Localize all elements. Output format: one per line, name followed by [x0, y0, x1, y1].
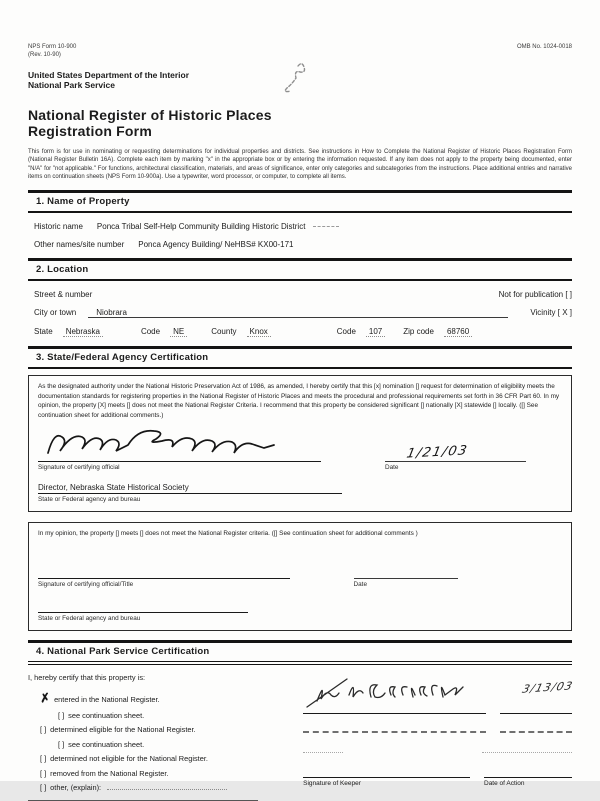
street-label: Street & number: [34, 290, 93, 300]
vicinity-checkbox: [ X ]: [557, 308, 572, 318]
faint-mark-left: [303, 752, 343, 753]
dashed-line-long: [303, 731, 486, 733]
continuation1-checkbox: [ ]: [58, 710, 65, 720]
city-label: City or town: [34, 308, 77, 318]
county-value: Knox: [247, 327, 271, 337]
keeper-signature-line: [303, 713, 486, 714]
vicinity: [530, 308, 572, 317]
form-title-line1: National Register of Historic Places: [28, 106, 272, 123]
certifying-signature-block: [38, 449, 321, 471]
agency-bureau-label: State or Federal agency and bureau: [38, 495, 141, 503]
opinion-statement: In my opinion, the property [] meets [] does not meet the National Register criteria. ([] See continuation sheet for additional comments ): [38, 529, 418, 537]
checklist-item-removed: [40, 769, 289, 779]
certifying-date-block: [385, 443, 526, 471]
opinion-agency-line: [38, 604, 248, 613]
keeper-signature-label: Signature of Keeper: [303, 780, 361, 788]
opinion-date-line: [354, 568, 459, 579]
form-number: NPS Form 10-900: [28, 44, 77, 50]
not-for-publication-checkbox: [ ]: [565, 290, 572, 300]
opinion-signature-block: [38, 566, 290, 588]
not-eligible-label: determined not eligible for the National Register.: [50, 754, 208, 764]
checklist-item-determined-eligible: [40, 725, 289, 735]
keeper-final-line: [303, 769, 470, 778]
faint-mark-right: [482, 752, 572, 753]
date-action-label: Date of Action: [484, 780, 525, 788]
other-label: other, (explain):: [50, 783, 102, 793]
date-action-line: [484, 769, 572, 778]
vicinity-label: Vicinity: [530, 308, 556, 318]
not-for-publication: [499, 290, 572, 299]
nps-certification-body: [28, 673, 575, 801]
opinion-signature-label: Signature of certifying official/Title: [38, 581, 134, 589]
determined-eligible-checkbox: [ ]: [40, 725, 47, 735]
city-row: [34, 308, 572, 318]
keeper-signature: [303, 673, 518, 713]
form-instructions: This form is for use in nominating or requesting determinations for individual properties and districts. See instructions in How to Complete the National Register of Historic Places Registration Form (National Register Bulletin 16A). Complete each item by marking "x" in the appropriate box or by entering the information requested. If any item does not apply to the property being documented, enter "N/A" for "not applicable." For functions, architectural classification, materials, and areas of significance, enter only categories and subcategories from the instructions. Place additional entries and narrative items on continuation sheets (NPS Form 10-900a). Use a typewriter, word processor, or computer, to complete all items.: [28, 149, 572, 180]
checklist-item-continuation1: [58, 711, 289, 721]
blank-dashed-row: [303, 731, 572, 733]
certifying-signature-row: [38, 443, 562, 471]
certifying-date-label: Date: [384, 463, 399, 471]
opinion-signature-row: [38, 566, 562, 588]
other-names-label: Other names/site number: [34, 240, 125, 250]
entered-checkbox-x-mark: ✗: [39, 690, 51, 706]
street-row: [34, 290, 572, 299]
opinion-agency-label: State or Federal agency and bureau: [38, 615, 141, 623]
state-row: [34, 327, 572, 337]
form-number-block: [28, 44, 76, 60]
code2-value: 107: [366, 327, 385, 337]
continuation2-label: see continuation sheet.: [68, 739, 145, 749]
zip-value: 68760: [444, 327, 472, 337]
city-value: Niobrara: [88, 308, 508, 318]
opinion-date-block: [354, 568, 459, 588]
section4-heading: 4. National Park Service Certification: [28, 640, 572, 665]
county-label: County: [211, 327, 237, 337]
removed-label: removed from the National Register.: [50, 768, 169, 778]
faint-marks-row: [303, 752, 572, 753]
opinion-date-label: Date: [353, 581, 368, 589]
scan-artifact: [313, 226, 339, 227]
omb-number: OMB No. 1024-0018: [516, 44, 572, 50]
official-title-row: [38, 483, 342, 503]
agency-title: National Park Service: [28, 80, 115, 91]
date-action-block: [484, 769, 572, 787]
continuation2-checkbox: [ ]: [58, 739, 65, 749]
not-eligible-checkbox: [ ]: [40, 754, 47, 764]
historic-name-value: Ponca Tribal Self-Help Community Building Historic District: [96, 222, 306, 232]
section1-heading: 1. Name of Property: [28, 190, 572, 213]
department-title: United States Department of the Interior: [28, 69, 190, 80]
keeper-labels-row: [303, 769, 572, 787]
historic-name-row: [34, 222, 572, 231]
checklist-item-other: [40, 783, 289, 793]
other-names-row: [34, 240, 572, 249]
section3-heading: 3. State/Federal Agency Certification: [28, 346, 572, 369]
opinion-box: [28, 522, 572, 632]
keeper-date-line: [500, 713, 572, 714]
official-title-value: Director, Nebraska State Historical Society: [38, 483, 342, 494]
certifying-signature-label: Signature of certifying official: [38, 463, 120, 471]
certifying-date-line: [385, 443, 526, 462]
checklist-item-entered: [40, 690, 289, 706]
form-revision: (Rev. 10-90): [28, 51, 61, 58]
keeper-signature-column: [289, 673, 575, 801]
not-for-publication-label: Not for publication: [498, 290, 564, 300]
checklist-item-not-eligible: [40, 754, 289, 764]
keeper-signature-lines: [303, 713, 572, 714]
other-names-value: Ponca Agency Building/ NeHBS# KX00-171: [138, 240, 294, 250]
opinion-signature-line: [38, 566, 290, 579]
nps-intro: I, hereby certify that this property is:: [28, 673, 146, 683]
code1-value: NE: [170, 327, 187, 337]
entered-label: entered in the National Register.: [54, 695, 160, 705]
removed-checkbox: [ ]: [40, 768, 47, 778]
zip-label: Zip code: [403, 327, 434, 337]
keeper-signature-area: [303, 673, 575, 713]
other-checkbox: [ ]: [40, 783, 47, 793]
keeper-date-value: 3/13/03: [520, 679, 575, 696]
signature-line: [38, 449, 321, 462]
nps-checklist: [28, 673, 289, 801]
pencil-mark-icon: [278, 60, 312, 113]
dashed-line-short: [500, 731, 572, 733]
continuation1-label: see continuation sheet.: [68, 710, 145, 720]
form-title-line2: Registration Form: [28, 122, 152, 139]
other-explain-line: [107, 789, 227, 790]
state-certification-box: [28, 375, 572, 511]
checklist-item-continuation2: [58, 740, 289, 750]
section2-heading: 2. Location: [28, 258, 572, 281]
keeper-label-block: [303, 769, 470, 787]
state-label: State: [34, 327, 53, 337]
code2-label: Code: [336, 327, 356, 337]
certification-statement: As the designated authority under the National Historic Preservation Act of 1986, as amended, I hereby certify that this [x] nomination [] request for determination of eligibility meets the documentation standards for registering properties in the National Register of Historic Places and meets the procedural and professional requirements set forth in 36 CFR Part 60. In my opinion, the property [X] meets [] does not meet the National Register Criteria. I recommend that this property be considered significant [] nationally [X] statewide [] locally. ([] See continuation sheet for additional comments.): [38, 383, 560, 419]
opinion-agency-row: [38, 604, 248, 622]
determined-eligible-label: determined eligible for the National Register.: [50, 725, 196, 735]
certifying-official-signature: [42, 427, 292, 461]
form-meta: [28, 44, 572, 60]
code1-label: Code: [140, 327, 161, 337]
state-value: Nebraska: [63, 327, 103, 337]
historic-name-label: Historic name: [34, 222, 83, 232]
certifying-date-value: 1/21/03: [405, 442, 470, 462]
